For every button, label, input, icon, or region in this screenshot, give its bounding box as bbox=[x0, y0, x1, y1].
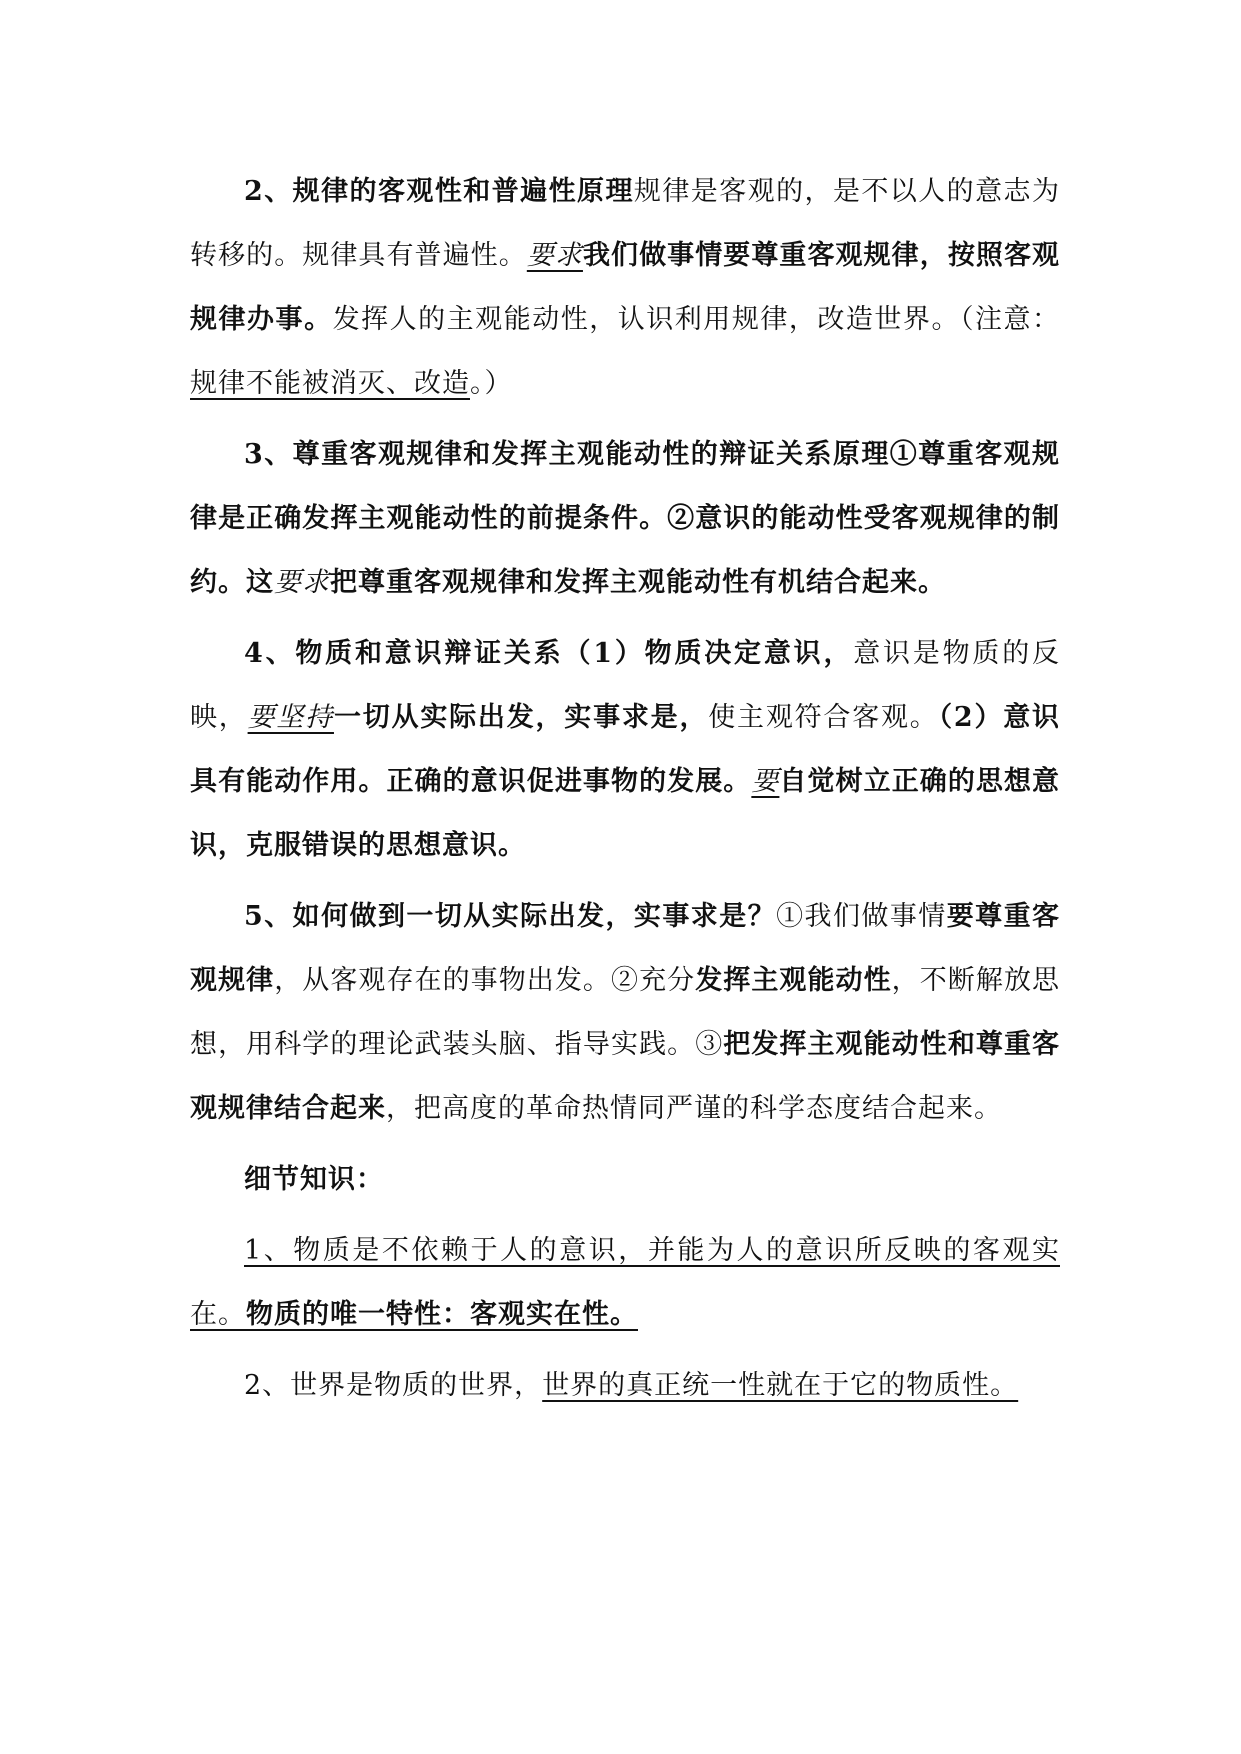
text-segment: 世界的真正统一性就在于它的物质性。 bbox=[542, 1370, 1019, 1401]
text-segment: 发挥主观能动性 bbox=[695, 965, 892, 996]
text-segment: ，从客观存在的事物出发。②充分 bbox=[274, 965, 696, 996]
paragraph-d2 bbox=[190, 1354, 1060, 1418]
text-segment: 物质的唯一特性：客观实在性。 bbox=[246, 1299, 638, 1330]
text-segment: 规律是客观的，是不以人的意志为转移的。规律具有普遍性。 bbox=[190, 176, 1060, 271]
text-segment: ，不断解放思想，用科学的理论武装头脑、指导实践。③ bbox=[190, 965, 1061, 1060]
text-segment: 要求 bbox=[526, 240, 583, 271]
text-segment: 。） bbox=[470, 368, 513, 399]
text-segment: 细节知识： bbox=[244, 1164, 384, 1195]
text-segment: 意识是物质的反映， bbox=[190, 638, 1060, 733]
document-body bbox=[190, 160, 1060, 1425]
text-segment: 5、如何做到一切从实际出发，实事求是？ bbox=[244, 901, 777, 932]
text-segment: 使主观符合客观。 bbox=[708, 702, 939, 733]
paragraph-p5 bbox=[190, 885, 1060, 1141]
text-segment: 4、物质和意识辩证关系（1）物质决定意识， bbox=[244, 638, 854, 669]
text-segment: 一切从实际出发，实事求是， bbox=[333, 702, 709, 733]
text-segment: 2、规律的客观性和普遍性原理 bbox=[244, 176, 634, 207]
text-segment: ①我们做事情 bbox=[776, 901, 947, 932]
text-segment: 我们做事情要尊重客观规律，按照客观规律办事。 bbox=[190, 240, 1061, 335]
text-segment: 把尊重客观规律和发挥主观能动性有机结合起来。 bbox=[330, 567, 946, 598]
paragraph-p4 bbox=[190, 622, 1060, 878]
text-segment: 要坚持 bbox=[247, 702, 334, 733]
paragraph-d1 bbox=[190, 1219, 1060, 1347]
text-segment: 3、尊重客观规律和发挥主观能动性的辩证关系原理①尊重客观规律是正确发挥主观能动性的前提条件。②意识的能动性受客观规律的制约。这 bbox=[190, 439, 1060, 598]
text-segment: ，把高度的革命热情同严谨的科学态度结合起来。 bbox=[386, 1093, 1002, 1124]
text-segment: 要 bbox=[751, 766, 780, 797]
paragraph-p2 bbox=[190, 160, 1060, 416]
text-segment: 要尊重客观规律 bbox=[190, 901, 1061, 996]
text-segment: 发挥人的主观能动性，认识利用规律，改造世界。（注意： bbox=[332, 304, 1061, 335]
text-segment: 要求 bbox=[274, 567, 330, 598]
text-segment: 规律不能被消灭、改造 bbox=[190, 368, 470, 399]
paragraph-heading bbox=[190, 1148, 1060, 1212]
text-segment: 把发挥主观能动性和尊重客观规律结合起来 bbox=[190, 1029, 1061, 1124]
text-segment: 自觉树立正确的思想意识，克服错误的思想意识。 bbox=[190, 766, 1061, 861]
text-segment: （2）意识具有能动作用。正确的意识促进事物的发展。 bbox=[190, 702, 1061, 797]
text-segment: 2、世界是物质的世界， bbox=[244, 1370, 543, 1401]
paragraph-p3 bbox=[190, 423, 1060, 615]
text-segment: 1、物质是不依赖于人的意识，并能为人的意识所反映的客观实在。 bbox=[190, 1235, 1060, 1330]
